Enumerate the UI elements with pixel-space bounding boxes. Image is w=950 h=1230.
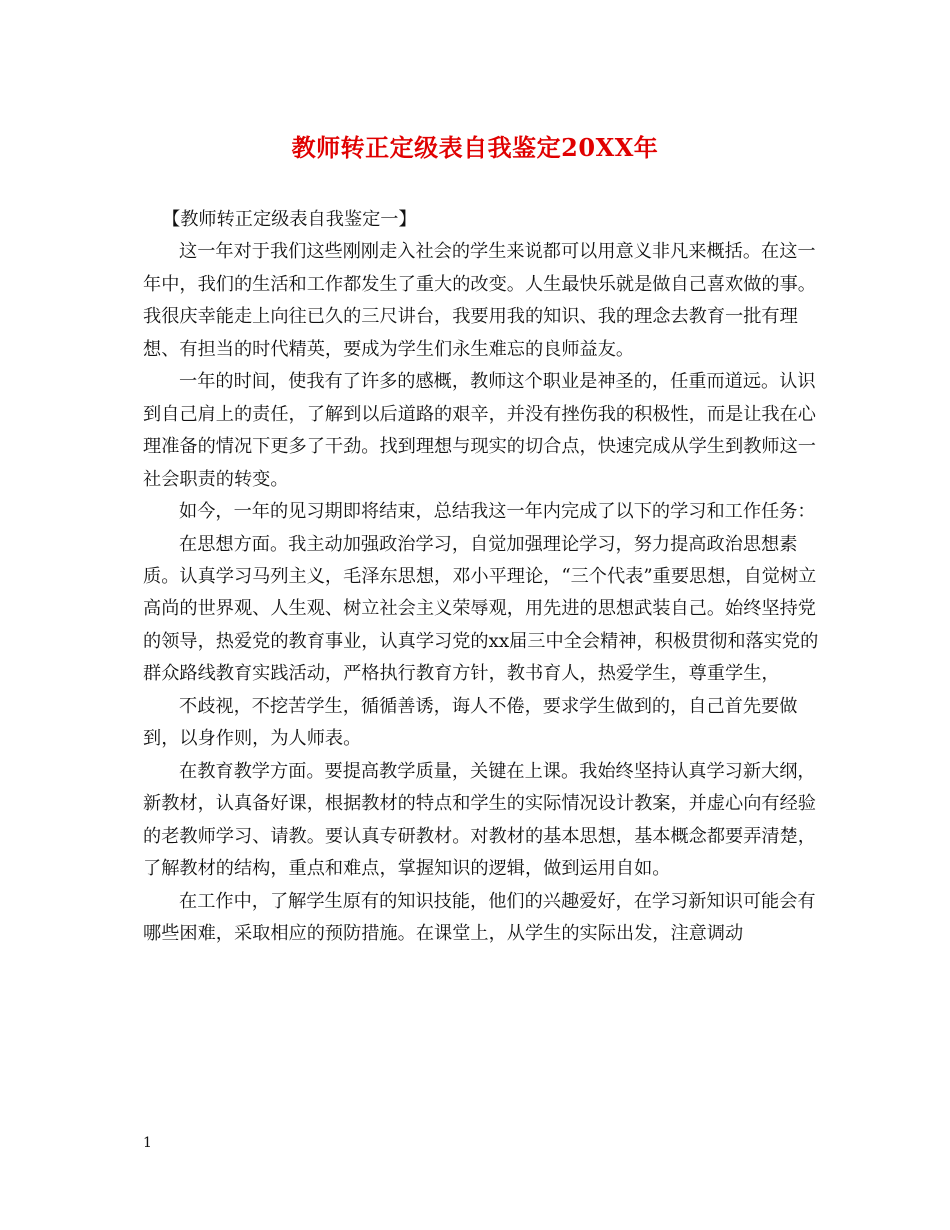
paragraph: 在教育教学方面。要提高教学质量，关键在上课。我始终坚持认真学习新大纲，新教材，认真备好课，根据教材的特点和学生的实际情况设计教案，并虚心向有经验的老教师学习、请教。要认真专研教材。对教材的基本思想，基本概念都要弄清楚，了解教材的结构，重点和难点，掌握知识的逻辑，做到运用自如。 (143, 760, 816, 880)
paragraph: 这一年对于我们这些刚刚走入社会的学生来说都可以用意义非凡来概括。在这一年中，我们的生活和工作都发生了重大的改变。人生最快乐就是做自己喜欢做的事。我很庆幸能走上向往已久的三尺讲台，我要用我的知识、我的理念去教育一批有理想、有担当的时代精英，要成为学生们永生难忘的良师益友。 (143, 241, 816, 360)
paragraph: 在工作中，了解学生原有的知识技能，他们的兴趣爱好，在学习新知识可能会有哪些困难，采取相应的预防措施。在课堂上，从学生的实际出发，注意调动 (143, 890, 816, 944)
section-heading: 【教师转正定级表自我鉴定一】 (162, 209, 417, 230)
document-title: 教师转正定级表自我鉴定20XX年 (291, 133, 659, 162)
document-body (143, 204, 823, 950)
page-number: 1 (143, 1135, 152, 1151)
paragraph: 如今，一年的见习期即将结束，总结我这一年内完成了以下的学习和工作任务： (179, 501, 816, 523)
paragraph: 一年的时间，使我有了许多的感概，教师这个职业是神圣的，任重而道远。认识到自己肩上的责任，了解到以后道路的艰辛，并没有挫伤我的积极性，而是让我在心理准备的情况下更多了干劲。找到理想与现实的切合点，快速完成从学生到教师这一社会职责的转变。 (143, 371, 816, 490)
paragraph: 在思想方面。我主动加强政治学习，自觉加强理论学习，努力提高政治思想素质。认真学习马列主义，毛泽东思想，邓小平理论，“三个代表”重要思想，自觉树立高尚的世界观、人生观、树立社会主义荣辱观，用先进的思想武装自己。始终坚持党的领导，热爱党的教育事业，认真学习党的xx届三中全会精神，积极贯彻和落实党的群众路线教育实践活动，严格执行教育方针，教书育人，热爱学生，尊重学生， (143, 533, 819, 685)
paragraph: 不歧视，不挖苦学生，循循善诱，诲人不倦，要求学生做到的，自己首先要做到，以身作则，为人师表。 (143, 695, 798, 750)
